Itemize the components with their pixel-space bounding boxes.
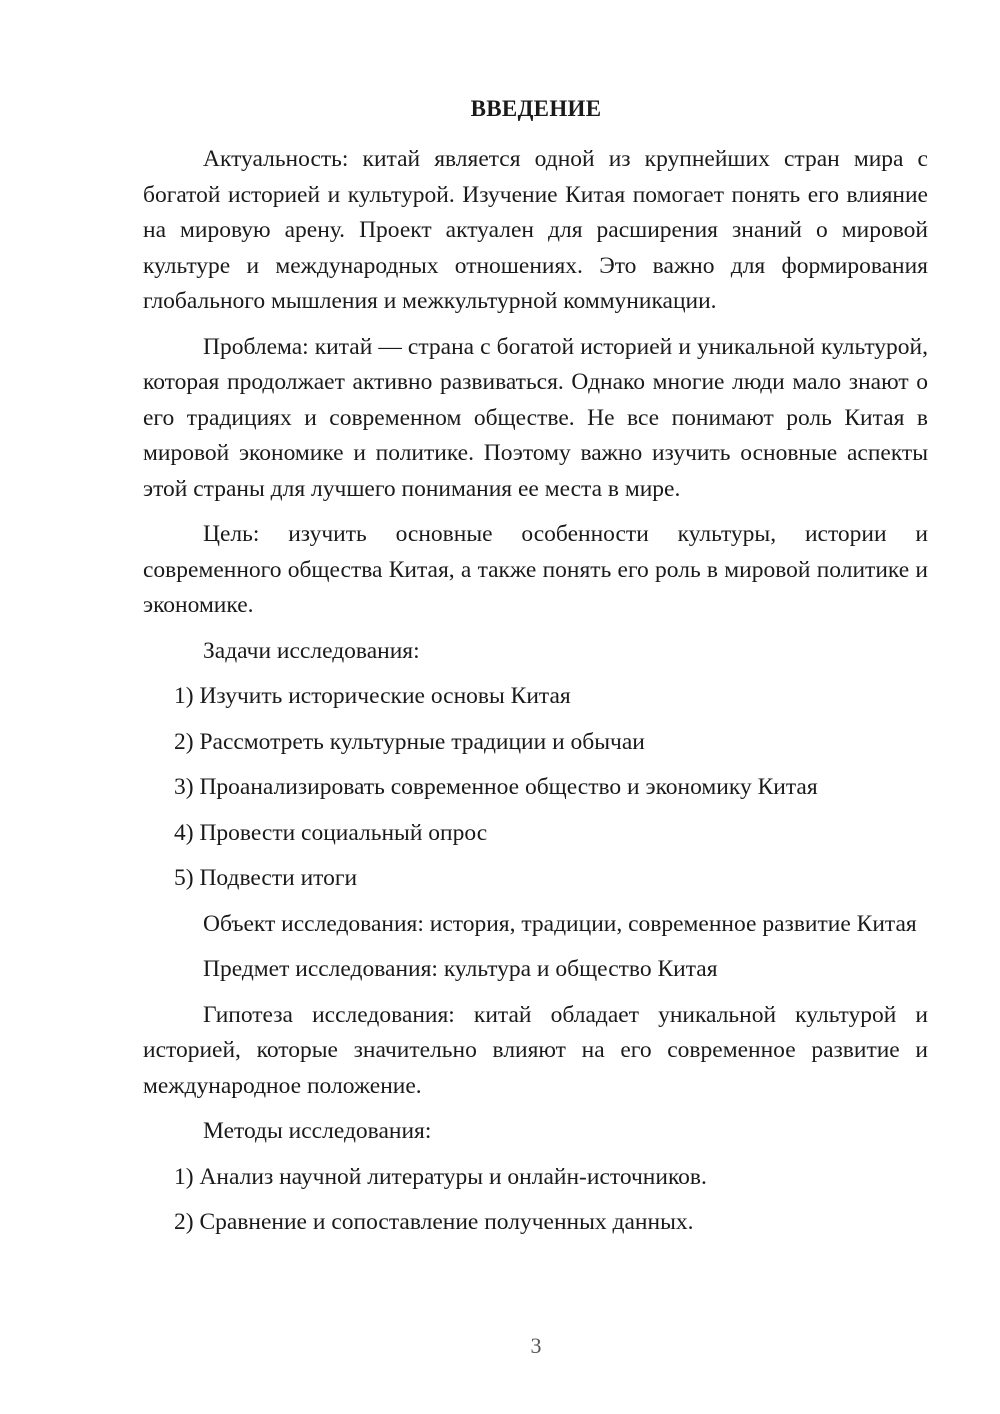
list-item: 4) Провести социальный опрос <box>174 819 488 846</box>
document-body <box>143 142 928 1251</box>
hypothesis-paragraph: Гипотеза исследования: китай обладает уникальной культурой и историей, которые значительно влияют на его современное развитие и международное положение. <box>143 1001 928 1099</box>
list-item: 1) Анализ научной литературы и онлайн-источников. <box>174 1163 707 1190</box>
tasks-label: Задачи исследования: <box>203 637 420 664</box>
page-title: ВВЕДЕНИЕ <box>470 96 602 121</box>
list-item: 2) Рассмотреть культурные традиции и обычаи <box>174 728 645 755</box>
page-number: 3 <box>530 1333 542 1358</box>
problem-paragraph: Проблема: китай — страна с богатой историей и уникальной культурой, которая продолжает активно развиваться. Однако многие люди мало знают о его традициях и современном обществе. Не все понимают роль Китая в мировой экономике и политике. Поэтому важно изучить основные аспекты этой страны для лучшего понимания ее места в мире. <box>143 333 928 502</box>
methods-label: Методы исследования: <box>203 1118 432 1144</box>
subject-paragraph: Предмет исследования: культура и общество Китая <box>203 956 718 982</box>
goal-paragraph: Цель: изучить основные особенности культуры, истории и современного общества Китая, а также понять его роль в мировой политике и экономике. <box>143 521 928 618</box>
list-item: 5) Подвести итоги <box>174 865 358 891</box>
list-item: 3) Проанализировать современное общество и экономику Китая <box>174 774 818 800</box>
list-item: 2) Сравнение и сопоставление полученных данных. <box>174 1209 694 1235</box>
list-item: 1) Изучить исторические основы Китая <box>174 683 571 709</box>
object-paragraph: Объект исследования: история, традиции, современное развитие Китая <box>203 910 917 937</box>
relevance-paragraph: Актуальность: китай является одной из крупнейших стран мира с богатой историей и культурой. Изучение Китая помогает понять его влияние на мировую арену. Проект актуален для расширения знаний о мировой культуре и международных отношениях. Это важно для формирования глобального мышления и межкультурной коммуникации. <box>143 146 928 314</box>
